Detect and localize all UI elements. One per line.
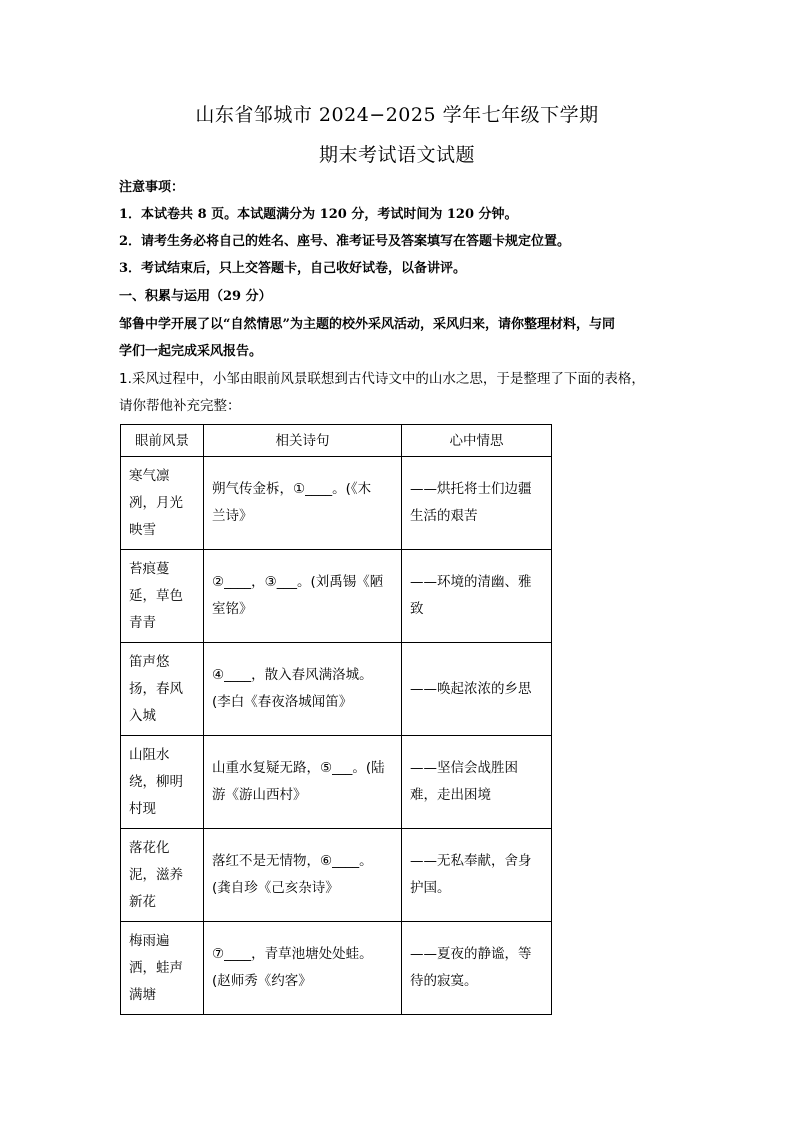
feeling-text: ——夏夜的静谧，等	[410, 946, 532, 962]
question1-line1: 1.采风过程中，小邹由眼前风景联想到古代诗文中的山水之思，于是整理了下面的表格，	[119, 371, 645, 387]
scene-cell	[121, 643, 204, 736]
feeling-text: ——坚信会战胜困	[410, 760, 518, 776]
scene-text: 入城	[129, 707, 156, 724]
exam-title-line1: 山东省邹城市 2024−2025 学年七年级下学期	[195, 104, 599, 126]
table-row	[121, 922, 552, 1015]
poem-cell	[204, 643, 402, 736]
feeling-text: 待的寂寞。	[410, 973, 478, 989]
scene-text: 映雪	[129, 521, 156, 538]
poem-text: (赵师秀《约客》	[212, 973, 312, 989]
scene-text: 山阻水	[129, 746, 170, 763]
poem-text: 落红不是无情物，⑥____。	[212, 853, 373, 869]
scene-text: 青青	[129, 614, 156, 631]
notice-item-1: 1．本试卷共 8 页。本试题满分为 120 分，考试时间为 120 分钟。	[119, 207, 518, 222]
table-row	[121, 550, 552, 643]
feeling-text: ——无私奉献，舍身	[410, 853, 532, 869]
notice-heading: 注意事项：	[119, 180, 185, 195]
poem-cell	[204, 736, 402, 829]
poem-text: 兰诗》	[212, 508, 253, 524]
scene-cell	[121, 457, 204, 550]
feeling-cell	[402, 550, 552, 643]
feeling-cell	[402, 643, 552, 736]
feeling-text: ——唤起浓浓的乡思	[410, 680, 532, 697]
notice-item-2: 2．请考生务必将自己的姓名、座号、准考证号及答案填写在答题卡规定位置。	[119, 234, 571, 249]
notice-item-3: 3．考试结束后，只上交答题卡，自己收好试卷，以备讲评。	[119, 261, 467, 276]
header-feeling: 心中情思	[402, 425, 552, 457]
section-intro-line1: 邹鲁中学开展了以“自然情思”为主题的校外采风活动，采风归来，请你整理材料，与同	[119, 317, 615, 332]
scene-text: 苔痕蔓	[129, 560, 170, 577]
poem-text: ④____，散入春风满洛城。	[212, 667, 373, 683]
poem-text: (龚自珍《己亥杂诗》	[212, 880, 339, 896]
poem-text: 朔气传金柝，①____。(《木	[212, 481, 372, 497]
poetry-table	[120, 424, 552, 1015]
scene-text: 冽，月光	[129, 494, 183, 511]
feeling-text: 难，走出困境	[410, 787, 491, 803]
poem-cell	[204, 550, 402, 643]
scene-cell	[121, 829, 204, 922]
poem-text: ⑦____，青草池塘处处蛙。	[212, 946, 373, 962]
table-row	[121, 643, 552, 736]
scene-cell	[121, 922, 204, 1015]
scene-text: 笛声悠	[129, 653, 170, 670]
table-row	[121, 829, 552, 922]
question1-line2: 请你帮他补充完整：	[119, 398, 241, 414]
section-heading: 一、积累与运用（29 分）	[119, 289, 272, 304]
feeling-text: 生活的艰苦	[410, 508, 478, 524]
poem-text: (李白《春夜洛城闻笛》	[212, 694, 353, 710]
poem-cell	[204, 457, 402, 550]
table-row	[121, 736, 552, 829]
scene-cell	[121, 550, 204, 643]
feeling-text: 致	[410, 601, 424, 617]
feeling-text: ——烘托将士们边疆	[410, 481, 532, 497]
scene-text: 村现	[129, 800, 156, 817]
table-row	[121, 457, 552, 550]
poem-text: 游《游山西村》	[212, 787, 307, 803]
exam-title-line2: 期末考试语文试题	[318, 144, 475, 166]
scene-text: 泥，滋养	[129, 866, 183, 883]
poem-text: 山重水复疑无路，⑤___。(陆	[212, 760, 385, 776]
scene-text: 寒气凛	[129, 467, 170, 484]
scene-text: 满塘	[129, 986, 156, 1003]
feeling-text: 护国。	[410, 880, 451, 896]
scene-text: 洒，蛙声	[129, 959, 183, 976]
scene-text: 扬，春风	[129, 680, 183, 697]
scene-cell	[121, 736, 204, 829]
feeling-cell	[402, 922, 552, 1015]
scene-text: 梅雨遍	[129, 932, 170, 949]
scene-text: 绕，柳明	[129, 773, 183, 790]
section-intro-line2: 学们一起完成采风报告。	[119, 344, 263, 359]
feeling-cell	[402, 457, 552, 550]
header-scene: 眼前风景	[121, 425, 204, 457]
scene-text: 新花	[129, 893, 156, 910]
table-header-row	[121, 425, 552, 457]
scene-text: 延，草色	[129, 587, 183, 604]
feeling-text: ——环境的清幽、雅	[410, 574, 532, 590]
feeling-cell	[402, 736, 552, 829]
poem-cell	[204, 829, 402, 922]
header-poem: 相关诗句	[204, 425, 402, 457]
poem-cell	[204, 922, 402, 1015]
poem-text: 室铭》	[212, 601, 253, 617]
poem-text: ②____，③___。(刘禹锡《陋	[212, 574, 384, 590]
feeling-cell	[402, 829, 552, 922]
scene-text: 落花化	[129, 839, 170, 856]
